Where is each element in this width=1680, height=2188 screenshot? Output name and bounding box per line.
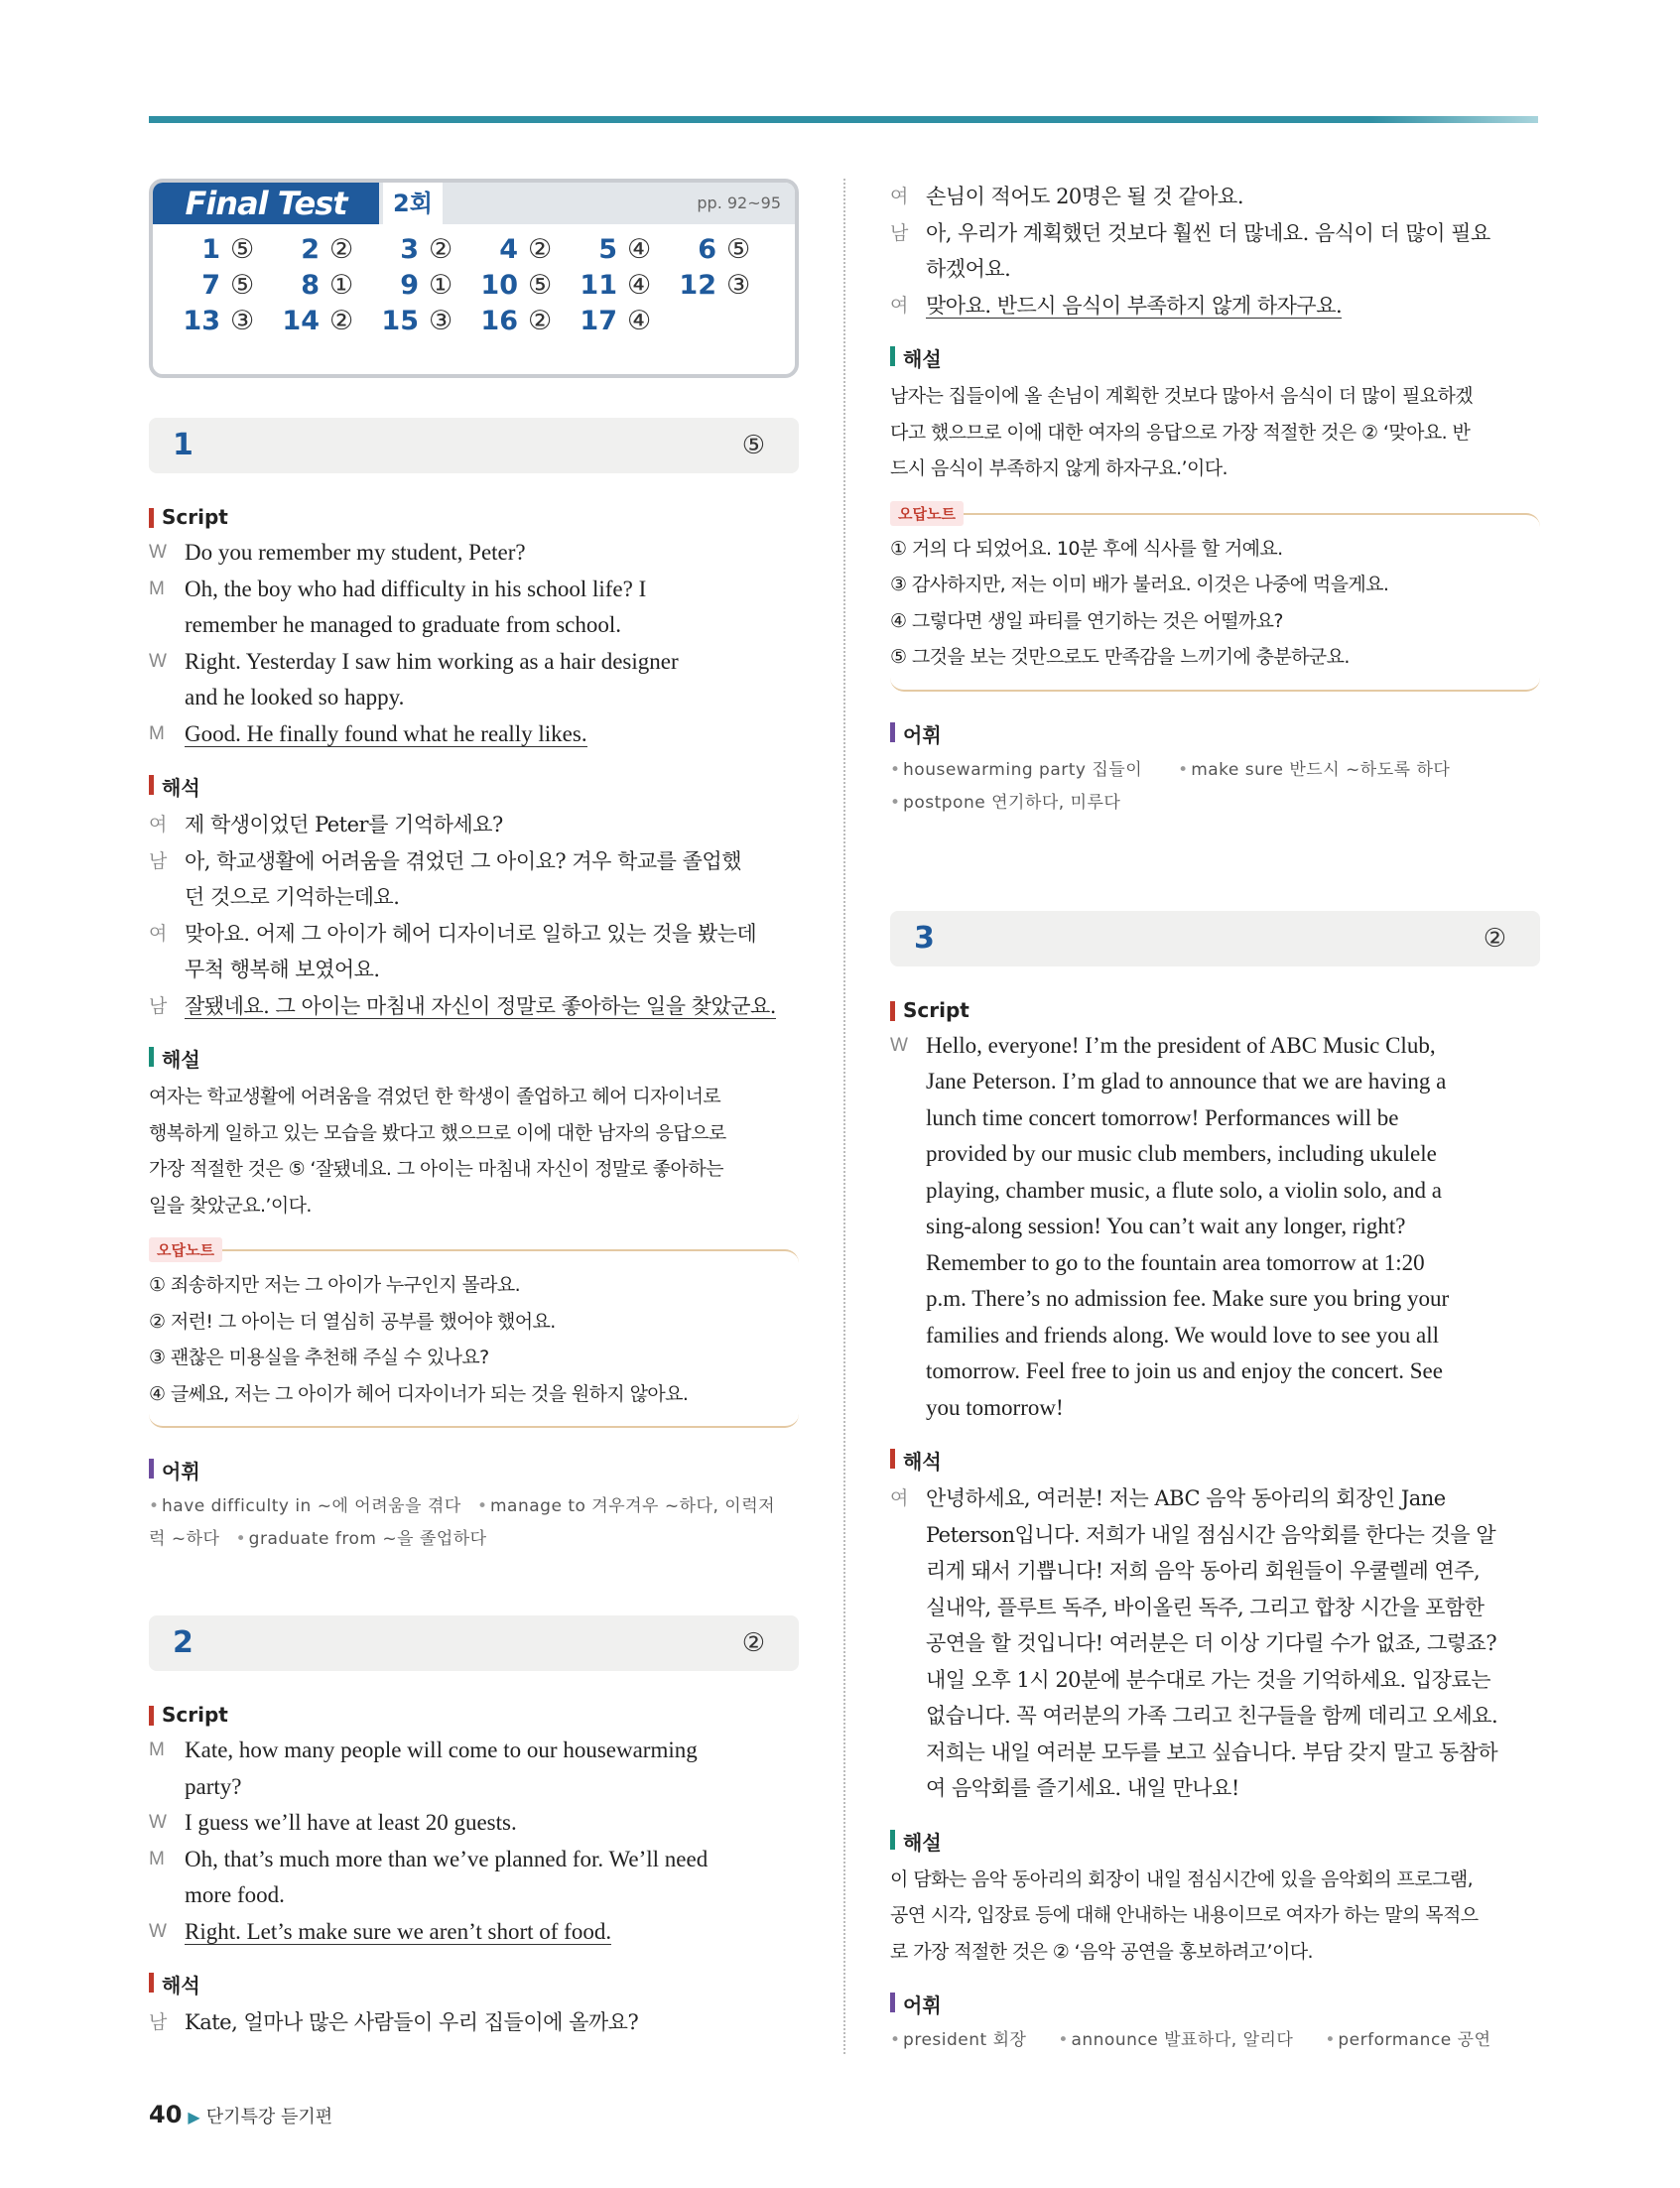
answer-choice: ⑤ (230, 234, 255, 265)
dialog-text: Peterson입니다. 저희가 내일 점심시간 음악회를 한다는 것을 알 (926, 1522, 1496, 1547)
right-column (890, 179, 1540, 2057)
speaker-label (890, 1209, 926, 1245)
dialog-text: you tomorrow! (926, 1394, 1064, 1420)
explanation-line: 여자는 학교생활에 어려움을 겪었던 한 학생이 졸업하고 헤어 디자이너로 (149, 1086, 721, 1107)
answer-choice: ① (429, 270, 453, 301)
answer-choice: ③ (726, 270, 751, 301)
answer-choice: ② (528, 306, 553, 336)
answer-number: 9 (400, 270, 419, 301)
dialog-text-content: Kate, how many people will come to our housewarming (185, 1738, 698, 1762)
top-rule-accent (1369, 116, 1538, 123)
q2-translation-start (149, 2004, 799, 2041)
q2-wrong-notes (890, 531, 1540, 676)
dialog-line (149, 716, 799, 753)
translation-heading: 해석 (149, 772, 799, 801)
answer-cell (276, 306, 375, 336)
dialog-text (926, 251, 1540, 288)
dialog-text-content: 무척 행복해 보였어요. (185, 958, 380, 981)
answer-choice: ② (528, 234, 553, 265)
wrong-note-item: ② 저런! 그 아이는 더 열심히 공부를 했어야 했어요. (149, 1310, 556, 1333)
question-answer: ⑤ (741, 431, 765, 460)
answer-cell (673, 234, 772, 265)
answer-choice: ⑤ (726, 234, 751, 265)
question-number: 3 (914, 920, 935, 956)
dialog-text-content: 맞아요. 어제 그 아이가 헤어 디자이너로 일하고 있는 것을 봤는데 (185, 921, 757, 946)
explanation-line: 드시 음식이 부족하지 않게 하자구요.’이다. (890, 457, 1228, 479)
dialog-line (149, 916, 799, 953)
dialog-text-content: I guess we’ll have at least 20 guests. (185, 1810, 517, 1835)
wrong-note-item: ④ 그렇다면 생일 파티를 연기하는 것은 어떨까요? (890, 609, 1283, 632)
dialog-text: 실내악, 플루트 독주, 바이올린 독주, 그리고 합창 시간을 포함한 (926, 1595, 1485, 1619)
dialog-line (890, 1318, 1540, 1354)
q3-vocab: • president 회장 • announce 발표하다, 알리다 • performance 공연 (890, 2030, 1491, 2050)
dialog-line (149, 1769, 799, 1806)
dialog-text (185, 1842, 799, 1878)
dialog-text (185, 879, 799, 916)
speaker-label (890, 1173, 926, 1210)
speaker-label: M (149, 722, 165, 744)
answer-number: 16 (480, 306, 518, 336)
answer-cell (276, 234, 375, 265)
answer-cell (177, 270, 276, 301)
dialog-text (185, 607, 799, 644)
speaker-label (890, 1064, 926, 1100)
answer-cell (375, 306, 474, 336)
dialog-text (185, 535, 799, 572)
speaker-label: 여 (149, 922, 168, 945)
dialog-line (890, 1281, 1540, 1318)
dialog-text-content: 던 것으로 기억하는데요. (185, 885, 400, 909)
answer-choice: ④ (627, 306, 652, 336)
dialog-text (185, 644, 799, 681)
speaker-label (890, 1136, 926, 1173)
answer-number: 14 (282, 306, 320, 336)
speaker-label (890, 1735, 926, 1771)
speaker-label (149, 952, 185, 988)
dialog-line (890, 1590, 1540, 1626)
speaker-label (890, 1590, 926, 1626)
dialog-text: 저희는 내일 여러분 모두를 보고 싶습니다. 부담 갖지 말고 동참하 (926, 1739, 1498, 1764)
q1-translation (149, 807, 799, 1024)
question-answer: ② (741, 1628, 765, 1658)
dialog-line (890, 1064, 1540, 1100)
left-column (149, 179, 799, 2041)
question-3-header (890, 911, 1540, 966)
dialog-text: provided by our music club members, including ukulele (926, 1141, 1437, 1166)
answer-number: 4 (499, 234, 518, 265)
vocab-item: graduate from ~을 졸업하다 (248, 1529, 487, 1549)
dialog-text-content: Good. He finally found what he really likes. (185, 720, 587, 746)
speaker-label: M (149, 1739, 165, 1760)
speaker-label: 여 (890, 1487, 909, 1509)
dialog-line (149, 680, 799, 716)
dialog-line (149, 2004, 799, 2041)
answer-choice: ③ (429, 306, 453, 336)
question-2-header (149, 1615, 799, 1671)
wrong-note-tag: 오답노트 (890, 501, 964, 526)
dialog-line (149, 988, 799, 1025)
dialog-text-content: 하겠어요. (926, 257, 1011, 281)
answer-cell (177, 306, 276, 336)
question-1-header (149, 418, 799, 473)
speaker-label: W (890, 1034, 908, 1056)
answer-number: 10 (480, 270, 518, 301)
dialog-line (149, 952, 799, 988)
speaker-label: 여 (890, 294, 909, 317)
dialog-line (890, 1390, 1540, 1427)
question-number: 1 (173, 428, 194, 462)
final-test-pages: pp. 92~95 (697, 193, 781, 212)
dialog-text (185, 988, 799, 1025)
answer-number: 1 (201, 234, 220, 265)
dialog-text: families and friends along. We would love to see you all (926, 1322, 1440, 1348)
answer-choice: ⑤ (230, 270, 255, 301)
speaker-label: W (149, 1812, 167, 1833)
speaker-label: M (149, 1848, 165, 1869)
answer-number: 2 (301, 234, 320, 265)
speaker-label: 여 (890, 186, 909, 207)
dialog-text-content: 손님이 적어도 20명은 될 것 같아요. (926, 185, 1243, 208)
dialog-text (185, 1877, 799, 1914)
wrong-note-item: ③ 괜찮은 미용실을 추천해 주실 수 있나요? (149, 1347, 489, 1368)
answer-number: 17 (580, 306, 617, 336)
dialog-text-content: Right. Yesterday I saw him working as a hair designer (185, 648, 679, 674)
dialog-text: p.m. There’s no admission fee. Make sure you bring your (926, 1286, 1450, 1311)
explanation-line: 공연 시각, 입장료 등에 대해 안내하는 내용이므로 여자가 하는 말의 목적으 (890, 1904, 1479, 1926)
dialog-line (890, 1625, 1540, 1662)
answer-cell (375, 270, 474, 301)
speaker-label: W (149, 542, 167, 563)
explanation-heading: 해설 (890, 1827, 1540, 1856)
speaker-label: 남 (149, 2011, 168, 2033)
dialog-text (926, 215, 1540, 252)
speaker-label (149, 1769, 185, 1806)
answer-choice: ⑤ (528, 270, 553, 301)
dialog-line (890, 1136, 1540, 1173)
dialog-text-content: more food. (185, 1882, 285, 1907)
vocab-item: 럭 ~하다 (149, 1529, 220, 1549)
vocab-heading: 어휘 (149, 1456, 799, 1484)
speaker-label (890, 1353, 926, 1390)
q1-wrong-note-box (149, 1241, 799, 1428)
dialog-text (185, 1769, 799, 1806)
dialog-line (149, 535, 799, 572)
dialog-text (185, 1914, 799, 1951)
q3-script (890, 1028, 1540, 1427)
dialog-text: 여 음악회를 즐기세요. 내일 만나요! (926, 1776, 1239, 1800)
dialog-line (890, 251, 1540, 288)
answer-choice: ③ (230, 306, 255, 336)
q2-script (149, 1733, 799, 1950)
wrong-note-item: ⑤ 그것을 보는 것만으로도 만족감을 느끼기에 충분하군요. (890, 646, 1350, 668)
page-footer (149, 2101, 332, 2128)
answer-cell (474, 270, 574, 301)
dialog-text (185, 843, 799, 880)
explanation-heading: 해설 (149, 1044, 799, 1073)
final-test-title: Final Test (153, 183, 379, 224)
speaker-label (890, 1318, 926, 1354)
wrong-note-item: ③ 감사하지만, 저는 이미 배가 불러요. 이것은 나중에 먹을게요. (890, 574, 1389, 595)
vocab-item: announce 발표하다, 알리다 (1071, 2030, 1294, 2050)
q2-explanation (890, 378, 1540, 487)
dialog-line (149, 1877, 799, 1914)
dialog-line (890, 1553, 1540, 1590)
dialog-line (149, 607, 799, 644)
dialog-line (890, 1173, 1540, 1210)
answer-number: 13 (183, 306, 220, 336)
explanation-line: 이 담화는 음악 동아리의 회장이 내일 점심시간에 있을 음악회의 프로그램, (890, 1867, 1474, 1890)
dialog-text-content: Right. Let’s make sure we aren’t short of food. (185, 1918, 612, 1944)
dialog-line (890, 1245, 1540, 1282)
wrong-note-item: ① 죄송하지만 저는 그 아이가 누구인지 몰라요. (149, 1274, 521, 1296)
speaker-label: 여 (149, 814, 168, 836)
answer-cell (474, 234, 574, 265)
dialog-text: tomorrow. Feel free to join us and enjoy the concert. See (926, 1358, 1443, 1383)
wrong-note-item: ④ 글쎄요, 저는 그 아이가 헤어 디자이너가 되는 것을 원하지 않아요. (149, 1382, 689, 1405)
explanation-line: 일을 찾았군요.’이다. (149, 1194, 312, 1217)
vocab-heading: 어휘 (890, 1990, 1540, 2018)
dialog-text-content: 맞아요. 반드시 음식이 부족하지 않게 하자구요. (926, 293, 1343, 318)
dialog-text (185, 952, 799, 988)
dialog-line (890, 1662, 1540, 1699)
speaker-label: W (149, 650, 167, 672)
page-number: 40 (149, 2101, 183, 2128)
dialog-line (890, 1028, 1540, 1065)
vocab-item: make sure 반드시 ~하도록 하다 (1191, 759, 1451, 780)
triangle-icon: ▶ (188, 2108, 200, 2126)
dialog-text (185, 2004, 799, 2041)
vocab-item: housewarming party 집들이 (903, 759, 1143, 780)
speaker-label (890, 1662, 926, 1699)
speaker-label (149, 680, 185, 716)
dialog-line (890, 1735, 1540, 1771)
dialog-text (185, 916, 799, 953)
answer-number: 3 (400, 234, 419, 265)
vocab-heading: 어휘 (890, 719, 1540, 748)
dialog-text-content: 아, 우리가 계획했던 것보다 훨씬 더 많네요. 음식이 더 많이 필요 (926, 220, 1490, 245)
dialog-line (149, 1842, 799, 1878)
dialog-text-content: 아, 학교생활에 어려움을 겪었던 그 아이요? 겨우 학교를 졸업했 (185, 848, 741, 873)
q1-vocab: • have difficulty in ~에 어려움을 겪다 • manage to 겨우겨우 ~하다, 이럭저 럭 ~하다 • graduate from ~을 졸업하다 (149, 1496, 776, 1549)
dialog-line (149, 572, 799, 608)
wrong-note-item: ① 거의 다 되었어요. 10분 후에 식사를 할 거예요. (890, 537, 1283, 560)
speaker-label: W (149, 1920, 167, 1942)
vocab-item: have difficulty in ~에 어려움을 겪다 (162, 1496, 461, 1516)
dialog-line (890, 288, 1540, 324)
q1-explanation (149, 1079, 799, 1223)
dialog-text-content: Kate, 얼마나 많은 사람들이 우리 집들이에 올까요? (185, 2010, 639, 2034)
speaker-label (890, 1770, 926, 1807)
dialog-text (185, 1733, 799, 1769)
translation-heading: 해석 (149, 1970, 799, 1998)
answer-cell (574, 306, 673, 336)
dialog-text: 없습니다. 꼭 여러분의 가족 그리고 친구들을 함께 데리고 오세요. (926, 1704, 1498, 1728)
answer-choice: ② (429, 234, 453, 265)
explanation-heading: 해설 (890, 343, 1540, 372)
dialog-text (926, 179, 1540, 215)
answer-cell (375, 234, 474, 265)
dialog-line (890, 1480, 1540, 1517)
q3-explanation (890, 1862, 1540, 1971)
dialog-line (149, 644, 799, 681)
script-heading: Script (149, 505, 799, 529)
answer-number: 12 (679, 270, 716, 301)
answer-choice: ④ (627, 234, 652, 265)
q2-wrong-note-box (890, 504, 1540, 692)
dialog-text-content: and he looked so happy. (185, 685, 405, 709)
dialog-text: playing, chamber music, a flute solo, a violin solo, and a (926, 1177, 1442, 1203)
dialog-text: lunch time concert tomorrow! Performances will be (926, 1104, 1399, 1130)
script-heading: Script (890, 998, 1540, 1022)
q2-translation-cont (890, 179, 1540, 323)
q1-script (149, 535, 799, 752)
dialog-text-content: Oh, the boy who had difficulty in his school life? I (185, 576, 647, 601)
speaker-label (890, 1625, 926, 1662)
speaker-label: 남 (890, 221, 909, 244)
question-number: 2 (173, 1625, 194, 1660)
dialog-line (890, 179, 1540, 215)
final-test-header (153, 183, 795, 224)
answer-choice: ④ (627, 270, 652, 301)
dialog-line (149, 807, 799, 843)
dialog-text: 리게 돼서 기쁩니다! 저희 음악 동아리 회원들이 우쿨렐레 연주, (926, 1559, 1481, 1583)
answer-number: 6 (698, 234, 716, 265)
answer-number: 11 (580, 270, 617, 301)
dialog-text (185, 680, 799, 716)
dialog-line (149, 1914, 799, 1951)
explanation-line: 다고 했으므로 이에 대한 여자의 응답으로 가장 적절한 것은 ② ‘맞아요. 반 (890, 421, 1471, 444)
answer-choice: ② (329, 306, 354, 336)
dialog-text-content: remember he managed to graduate from school. (185, 612, 622, 637)
explanation-line: 남자는 집들이에 올 손님이 계획한 것보다 많아서 음식이 더 많이 필요하겠 (890, 385, 1474, 407)
script-heading: Script (149, 1703, 799, 1727)
vocab-item: manage to 겨우겨우 ~하다, 이럭저 (490, 1496, 776, 1516)
answer-cell (574, 234, 673, 265)
speaker-label (890, 1281, 926, 1318)
translation-heading: 해석 (890, 1446, 1540, 1475)
speaker-label (890, 251, 926, 288)
dialog-line (149, 1733, 799, 1769)
answer-number: 15 (381, 306, 419, 336)
answer-number: 7 (201, 270, 220, 301)
dialog-text-content: party? (185, 1773, 242, 1799)
vocab-item: performance 공연 (1338, 2030, 1491, 2050)
dialog-line (890, 1209, 1540, 1245)
dialog-line (890, 1517, 1540, 1554)
answer-choice: ① (329, 270, 354, 301)
top-rule (149, 116, 1538, 123)
q1-wrong-notes (149, 1267, 799, 1412)
dialog-text (185, 1805, 799, 1842)
dialog-line (149, 1805, 799, 1842)
explanation-line: 행복하게 일하고 있는 모습을 봤다고 했으므로 이에 대한 남자의 응답으로 (149, 1121, 726, 1144)
dialog-text: 안녕하세요, 여러분! 저는 ABC 음악 동아리의 회장인 Jane (926, 1486, 1446, 1510)
speaker-label: 남 (149, 849, 168, 872)
wrong-note-tag: 오답노트 (149, 1237, 222, 1262)
explanation-line: 로 가장 적절한 것은 ② ‘음악 공연을 홍보하려고’이다. (890, 1940, 1313, 1963)
dialog-text: Hello, everyone! I’m the president of ABC Music Club, (926, 1032, 1436, 1058)
speaker-label (890, 1517, 926, 1554)
speaker-label (149, 1877, 185, 1914)
answer-cell (673, 270, 772, 301)
answer-number: 8 (301, 270, 320, 301)
speaker-label (149, 879, 185, 916)
speaker-label (890, 1390, 926, 1427)
answer-cell (474, 306, 574, 336)
q3-translation (890, 1480, 1540, 1807)
dialog-line (890, 1100, 1540, 1137)
speaker-label (149, 607, 185, 644)
column-divider (843, 179, 845, 2054)
dialog-text (185, 807, 799, 843)
dialog-text: sing-along session! You can’t wait any longer, right? (926, 1214, 1406, 1238)
dialog-text-content: 잘됐네요. 그 아이는 마침내 자신이 정말로 좋아하는 일을 찾았군요. (185, 993, 776, 1018)
speaker-label: 남 (149, 994, 168, 1017)
question-answer: ② (1483, 923, 1506, 954)
speaker-label: M (149, 578, 165, 599)
book-title: 단기특강 듣기편 (205, 2107, 333, 2127)
dialog-text-content: Do you remember my student, Peter? (185, 540, 526, 565)
dialog-text (926, 288, 1540, 324)
dialog-text: 공연을 할 것입니다! 여러분은 더 이상 기다릴 수가 없죠, 그렇죠? (926, 1631, 1497, 1655)
answer-cell (574, 270, 673, 301)
speaker-label (890, 1245, 926, 1282)
speaker-label (890, 1553, 926, 1590)
dialog-text: Remember to go to the fountain area tomorrow at 1:20 (926, 1249, 1425, 1275)
dialog-text: Jane Peterson. I’m glad to announce that we are having a (926, 1069, 1447, 1094)
q2-vocab: • housewarming party 집들이 • make sure 반드시 ~하도록 하다 • postpone 연기하다, 미루다 (890, 759, 1451, 813)
speaker-label (890, 1698, 926, 1735)
vocab-item: postpone 연기하다, 미루다 (903, 792, 1121, 813)
dialog-text-content: 제 학생이었던 Peter를 기억하세요? (185, 813, 503, 837)
answer-choice: ② (329, 234, 354, 265)
dialog-line (149, 879, 799, 916)
dialog-text-content: Oh, that’s much more than we’ve planned for. We’ll need (185, 1846, 709, 1871)
vocab-item: president 회장 (903, 2030, 1027, 2050)
dialog-text: 내일 오후 1시 20분에 분수대로 가는 것을 기억하세요. 입장료는 (926, 1667, 1491, 1692)
dialog-text (185, 572, 799, 608)
dialog-line (890, 1698, 1540, 1735)
dialog-line (149, 843, 799, 880)
dialog-line (890, 1770, 1540, 1807)
speaker-label (890, 1100, 926, 1137)
dialog-line (890, 215, 1540, 252)
dialog-text (185, 716, 799, 753)
dialog-line (890, 1353, 1540, 1390)
explanation-line: 가장 적절한 것은 ⑤ ‘잘됐네요. 그 아이는 마침내 자신이 정말로 좋아하는 (149, 1158, 723, 1180)
final-test-round: 2회 (383, 183, 443, 224)
answer-cell (276, 270, 375, 301)
final-test-answer-box (149, 179, 799, 378)
answer-number: 5 (598, 234, 617, 265)
answer-cell (177, 234, 276, 265)
